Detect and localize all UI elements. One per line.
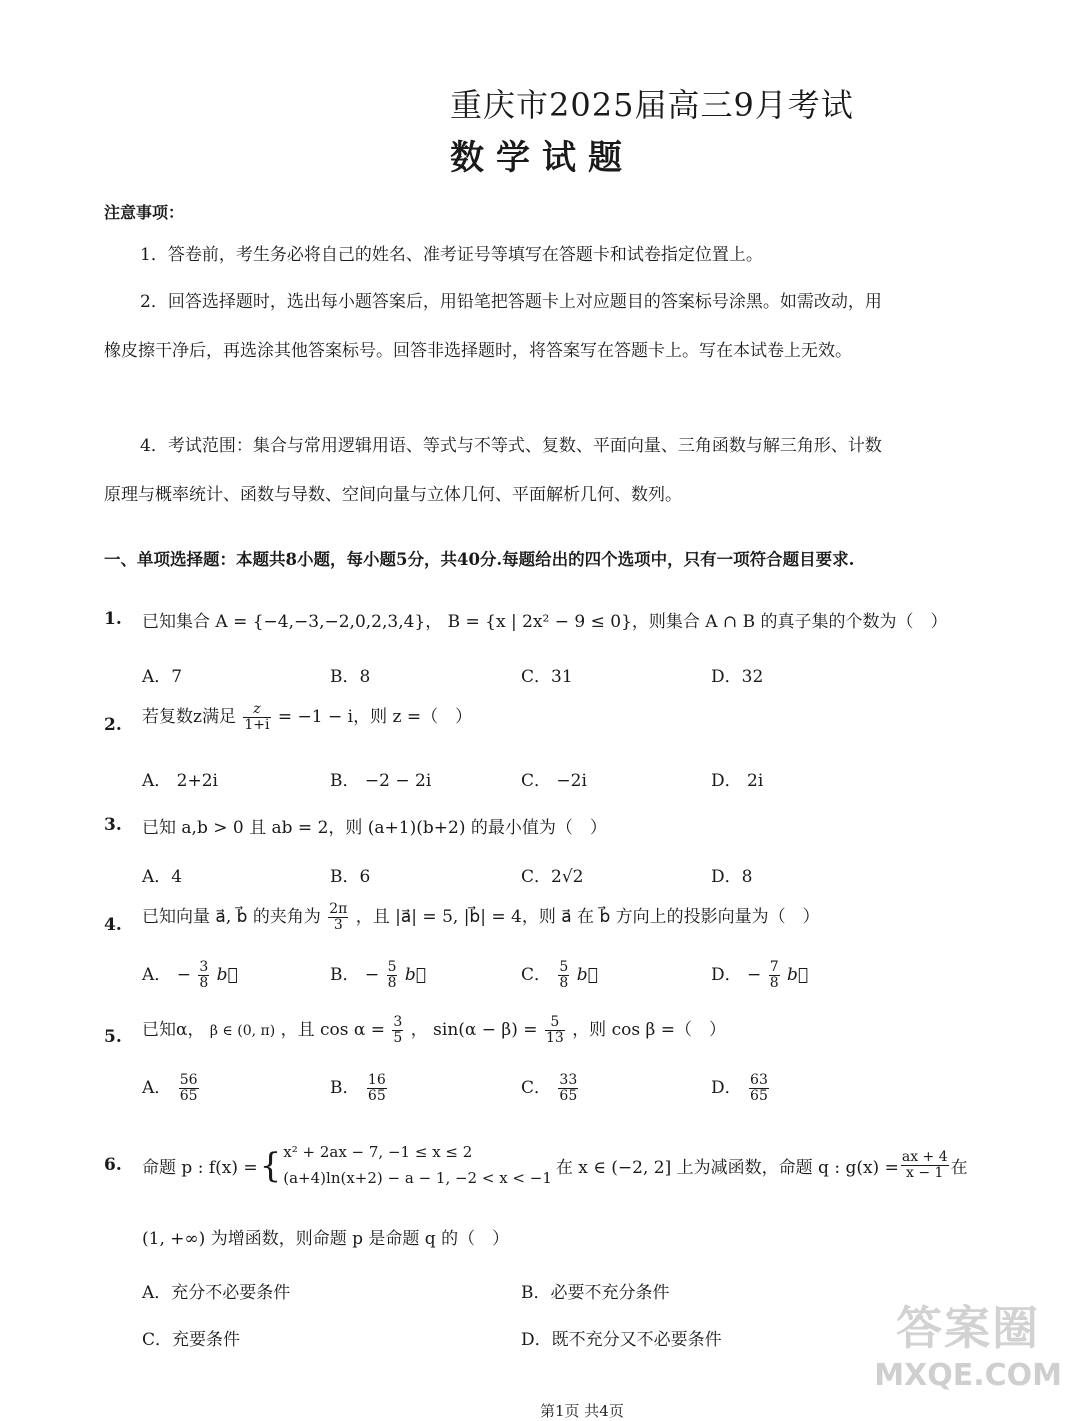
option-sign: −: [747, 965, 762, 985]
option-fraction: [558, 960, 569, 990]
q5-text-a: 已知α，: [142, 1020, 205, 1040]
q2-option-b: B． −2 − 2i: [330, 771, 432, 791]
frac-den: 13: [545, 1030, 564, 1046]
page-footer: 第1页 共4页: [540, 1402, 624, 1420]
notice-item-1: 1．答卷前，考生务必将自己的姓名、准考证号等填写在答题卡和试卷指定位置上。: [140, 245, 763, 265]
q1-option-b: B．8: [330, 667, 371, 687]
q4-frac-den: 3: [333, 917, 343, 933]
frac-num: 63: [750, 1072, 768, 1089]
q6-option-a: A．充分不必要条件: [142, 1283, 291, 1303]
q3-option-a: A．4: [142, 867, 183, 887]
q5-option-c: [521, 1073, 580, 1104]
q2-text-post: = −1 − i，则 z =（ ）: [277, 707, 473, 727]
question-5-text: [142, 1015, 726, 1046]
notice-item-4: 4．考试范围：集合与常用逻辑用语、等式与不等式、复数、平面向量、三角函数与解三角形、计数: [140, 436, 882, 456]
frac-den: 65: [367, 1088, 386, 1104]
option-fraction: [387, 960, 398, 990]
frac-num: 5: [545, 1015, 565, 1031]
frac-den: 8: [769, 975, 779, 991]
q6-pre: 命题 p : f(x) =: [142, 1158, 258, 1178]
option-fraction: [769, 960, 780, 990]
q5-text-d: ， sin(α − β) =: [410, 1020, 538, 1040]
q6-option-c: C．充要条件: [142, 1330, 241, 1350]
frac-den: 65: [179, 1088, 198, 1104]
option-label: C．: [521, 965, 552, 985]
q6-case-2: (a+4)ln(x+2) − a − 1, −2 < x < −1: [283, 1168, 552, 1187]
q2-option-c: C． −2i: [521, 771, 587, 791]
frac-num: 7: [769, 959, 779, 976]
q2-fraction: [243, 702, 270, 732]
option-vector: b⃗: [787, 965, 809, 985]
watermark-url: MXQE.COM: [874, 1358, 1062, 1393]
q1-option-c: C．31: [521, 667, 573, 687]
frac-den: 8: [559, 975, 569, 991]
option-label: B．: [330, 1078, 360, 1098]
option-label: B．: [330, 965, 360, 985]
q5-text-e: ，则 cos β =（ ）: [572, 1020, 726, 1040]
q5-fraction-1: [392, 1015, 403, 1045]
frac-num: 16: [367, 1072, 386, 1089]
q5-text-c: ，且 cos α =: [280, 1020, 386, 1040]
q2-option-d: D． 2i: [711, 771, 764, 791]
q3-option-b: B．6: [330, 867, 371, 887]
q6-option-d: D．既不充分又不必要条件: [521, 1330, 722, 1350]
frac-num: 5: [387, 959, 397, 976]
q4-fraction: [328, 902, 348, 932]
q4-text-post: ，且 |a⃗| = 5, |b⃗| = 4，则 a⃗ 在 b⃗ 方向上的投影向量为（ ）: [355, 907, 820, 927]
option-label: D．: [711, 1078, 742, 1098]
q6-end: 在: [950, 1158, 968, 1178]
q4-text-pre: 已知向量 a⃗, b⃗ 的夹角为: [142, 907, 321, 927]
frac-den: 65: [750, 1088, 768, 1104]
option-label: D．: [711, 965, 742, 985]
watermark-logo: 答案圈: [896, 1301, 1041, 1355]
question-3-text: 已知 a,b > 0 且 ab = 2，则 (a+1)(b+2) 的最小值为（ ）: [142, 818, 607, 838]
option-fraction: [367, 1073, 387, 1103]
option-vector: b⃗: [404, 965, 426, 985]
q2-text-pre: 若复数z满足: [142, 707, 236, 727]
q3-option-d: D．8: [711, 867, 753, 887]
frac-den: x − 1: [906, 1165, 944, 1181]
q5-option-b: [330, 1073, 389, 1104]
q6-case-1: x² + 2ax − 7, −1 ≤ x ≤ 2: [283, 1143, 473, 1161]
notice-item-2: 2．回答选择题时，选出每小题答案后，用铅笔把答题卡上对应题目的答案标号涂黑。如需改动，用: [140, 292, 882, 312]
exam-title: 重庆市2025届高三9月考试: [450, 86, 854, 124]
section-heading: 一、单项选择题：本题共8小题，每小题5分，共40分.每题给出的四个选项中，只有一项符合题目要求.: [104, 550, 855, 569]
option-vector: b⃗: [576, 965, 598, 985]
option-fraction: [179, 1073, 199, 1103]
frac-den: 8: [387, 975, 397, 991]
q4-option-b: [330, 960, 426, 991]
q1-option-a: A．7: [142, 667, 183, 687]
question-1-text: 已知集合 A = {−4,−3,−2,0,2,3,4}， B = {x | 2x² − 9 ≤ 0}，则集合 A ∩ B 的真子集的个数为（ ）: [142, 612, 948, 632]
frac-num: 56: [179, 1072, 198, 1089]
question-number: 4.: [104, 915, 122, 935]
brace-icon: {: [259, 1145, 282, 1186]
frac-num: 3: [199, 959, 209, 976]
option-label: C．: [521, 1078, 552, 1098]
option-vector: b⃗: [216, 965, 238, 985]
q4-option-c: [521, 960, 598, 991]
question-6-text: [142, 1140, 968, 1191]
q4-option-a: [142, 960, 238, 991]
question-2-text: [142, 702, 472, 733]
option-sign: −: [176, 965, 191, 985]
q3-option-c: C．2√2: [521, 867, 584, 887]
option-fraction: [198, 960, 209, 990]
frac-den: 5: [393, 1030, 403, 1046]
option-label: A．: [142, 1078, 172, 1098]
option-sign: −: [364, 965, 380, 985]
frac-num: 3: [393, 1014, 403, 1031]
option-label: A．: [142, 965, 172, 985]
q4-option-d: [711, 960, 808, 991]
notice-heading: 注意事项：: [104, 203, 185, 222]
exam-subject: 数学试题: [450, 138, 634, 178]
notice-item-4-cont: 原理与概率统计、函数与导数、空间向量与立体几何、平面解析几何、数列。: [104, 485, 682, 505]
q2-option-a: A． 2+2i: [142, 771, 218, 791]
q5-text-b: β ∈ (0, π): [209, 1023, 276, 1039]
q6-line-2: (1, +∞) 为增函数，则命题 p 是命题 q 的（ ）: [142, 1229, 510, 1249]
frac-den: 8: [199, 975, 209, 991]
question-number: 6.: [104, 1155, 122, 1175]
q1-option-d: D．32: [711, 667, 764, 687]
q2-frac-den: 1+i: [244, 717, 270, 733]
frac-num: 33: [559, 1072, 578, 1089]
notice-item-2-cont: 橡皮擦干净后，再选涂其他答案标号。回答非选择题时，将答案写在答题卡上。写在本试卷上无效。: [104, 341, 852, 361]
question-4-text: [142, 902, 820, 933]
question-number: 2.: [104, 715, 122, 735]
question-number: 3.: [104, 815, 122, 835]
watermark: [874, 1292, 1062, 1393]
q4-frac-num: 2π: [329, 901, 348, 918]
frac-den: 65: [559, 1088, 578, 1104]
q5-fraction-2: [545, 1015, 565, 1045]
q5-option-d: [711, 1073, 771, 1104]
question-number: 1.: [104, 609, 122, 629]
q6-piecewise: [283, 1140, 552, 1191]
option-fraction: [558, 1073, 578, 1103]
q6-g-fraction: [901, 1150, 949, 1180]
q5-option-a: [142, 1073, 201, 1104]
frac-num: ax + 4: [901, 1149, 948, 1166]
q6-mid: 在 x ∈ (−2, 2] 上为减函数，命题 q : g(x) =: [555, 1158, 899, 1178]
q2-frac-num: z: [243, 702, 270, 718]
question-number: 5.: [104, 1027, 122, 1047]
frac-num: 5: [559, 959, 569, 976]
q6-option-b: B．必要不充分条件: [521, 1283, 670, 1303]
option-fraction: [749, 1073, 769, 1103]
